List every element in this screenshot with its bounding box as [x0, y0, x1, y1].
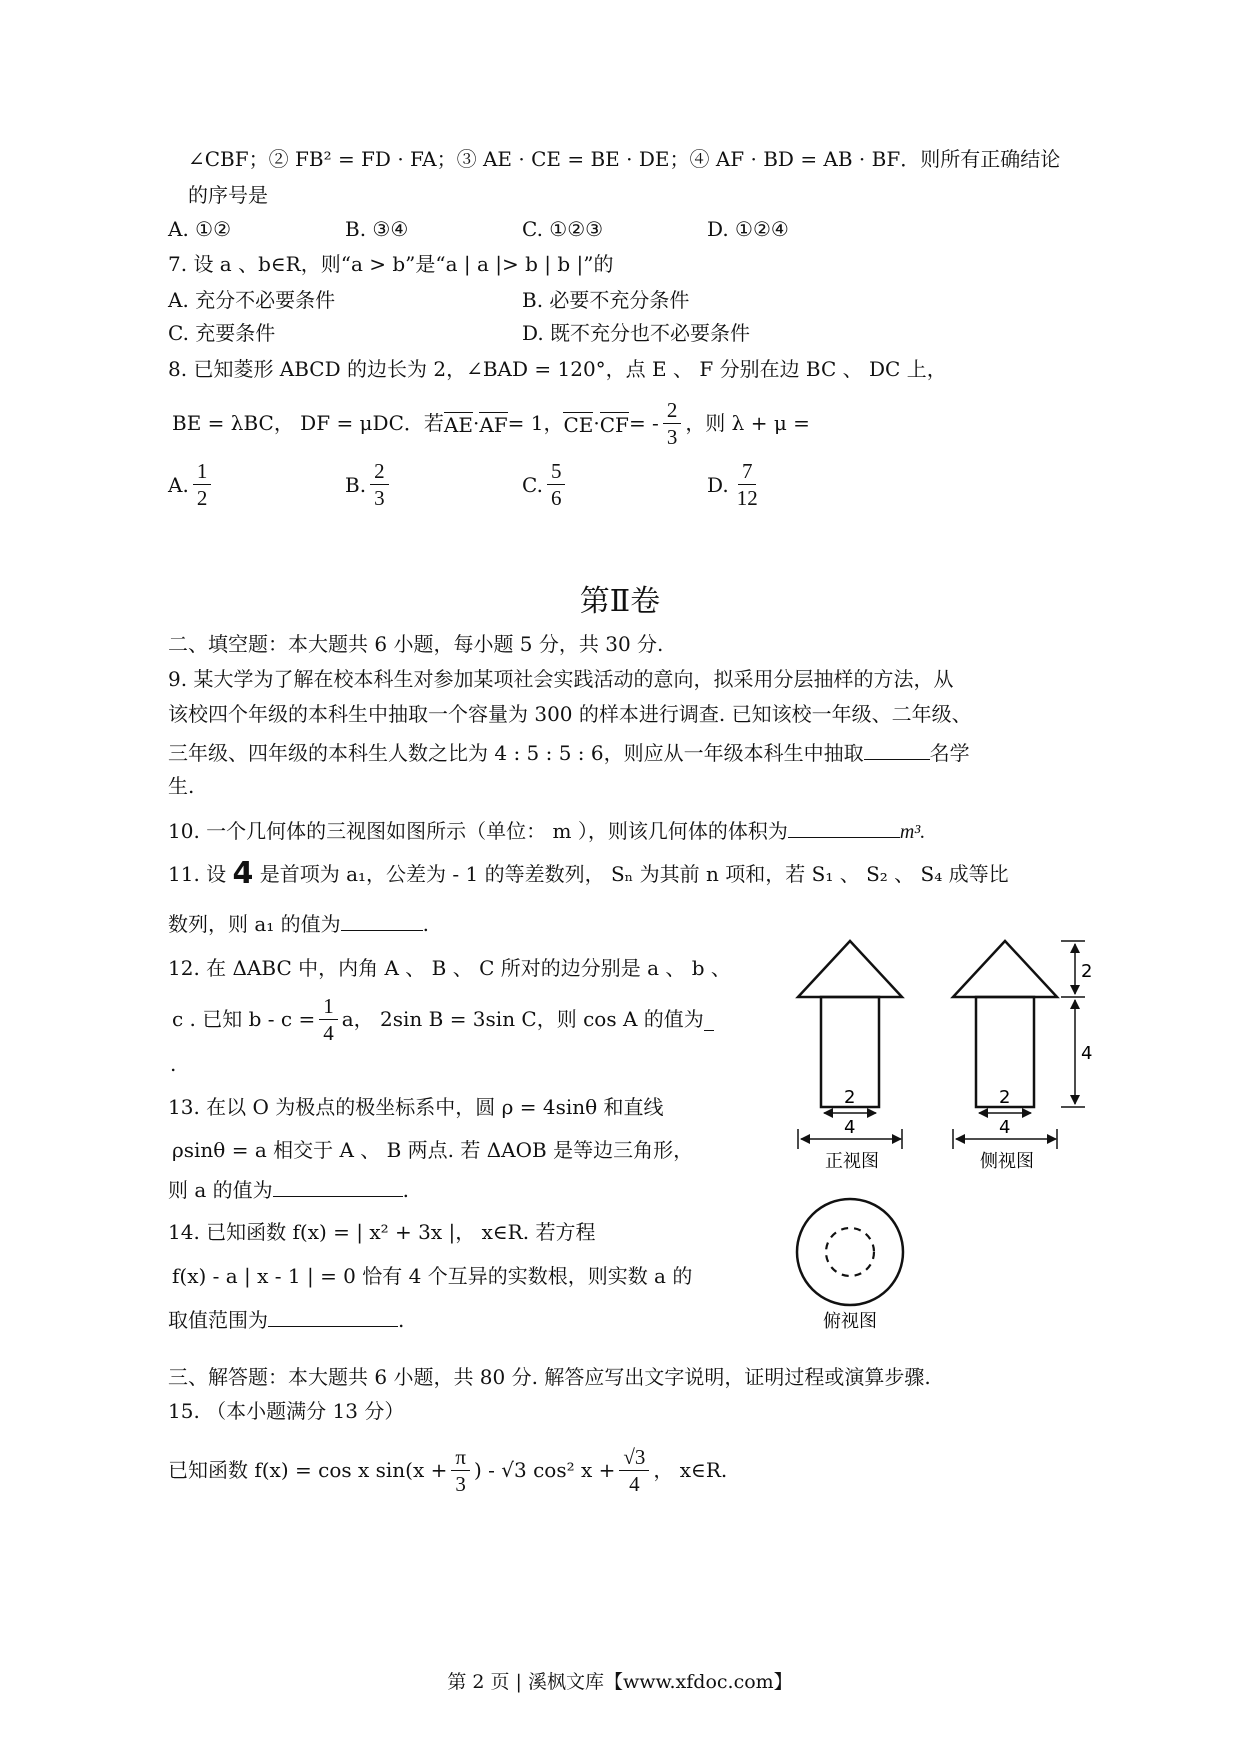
q8-line-2: [172, 398, 810, 448]
q12-text: c . 已知 b - c =: [172, 1007, 316, 1031]
q13-line-2: ρsinθ = a 相交于 A 、 B 两点. 若 ΔAOB 是等边三角形，: [172, 1138, 694, 1162]
q12-line-3: .: [170, 1052, 177, 1076]
q15-fraction-1-num: π: [451, 1444, 470, 1471]
top-view-label: 俯视图: [823, 1311, 877, 1332]
q12-line-1: 12. 在 ΔABC 中，内角 A 、 B 、 C 所对的边分别是 a 、 b 、: [168, 956, 731, 980]
q15-fraction-2-num: √3: [619, 1444, 649, 1471]
q14-line-1: 14. 已知函数 f(x) = | x² + 3x |， x∈R. 若方程: [168, 1220, 596, 1244]
q12-line-2: [172, 994, 714, 1044]
q8-option-label: A.: [168, 472, 189, 497]
q11-line-2-text: 数列，则 a₁ 的值为: [168, 912, 341, 936]
q6-option-a: A. ①②: [168, 217, 232, 241]
vector-cf: CF: [599, 412, 629, 437]
q11-prefix: 11. 设: [168, 862, 233, 886]
side-view-roof: [953, 941, 1057, 997]
q8-condition-text: BE = λBC， DF = μDC．若: [172, 411, 444, 435]
q7-option-b: B. 必要不充分条件: [522, 288, 690, 312]
q12-fraction-num: 1: [319, 993, 338, 1020]
page-footer: 第 2 页 | 溪枫文库【www.xfdoc.com】: [447, 1671, 793, 1693]
q8-option-c: [522, 458, 569, 511]
q15-fraction-1: [451, 1444, 470, 1497]
q8-option-num: 7: [738, 458, 757, 485]
q8-option-frac: [193, 458, 212, 511]
q9-line-1: 9. 某大学为了解在校本科生对参加某项社会实践活动的意向，拟采用分层抽样的方法，从: [168, 667, 954, 691]
q13-line-3-text: 则 a 的值为: [168, 1178, 273, 1202]
height-top-value: 2: [1081, 961, 1093, 982]
q10-answer-blank: [788, 815, 900, 838]
q9-line-3-text: 三年级、四年级的本科生人数之比为 4 : 5 : 5 : 6，则应从一年级本科生中抽取: [168, 741, 864, 765]
side-view-outer-dim: 4: [999, 1117, 1011, 1138]
q12-fraction: [319, 993, 338, 1046]
q11-sequence-glyph: 4: [232, 856, 254, 891]
q15-fraction-1-den: 3: [455, 1471, 466, 1496]
q8-equals-1: = 1，: [507, 411, 564, 435]
q15-function: [168, 1440, 727, 1500]
q14-line-3-text: 取值范围为: [168, 1308, 268, 1332]
q9-line-3-tail: 名学: [929, 741, 970, 765]
q12-fraction-den: 4: [323, 1020, 334, 1045]
q12-answer-blank: [704, 1008, 714, 1031]
q8-option-num: 5: [547, 458, 566, 485]
q10-text: 10. 一个几何体的三视图如图所示（单位： m ），则该几何体的体积为: [168, 819, 788, 843]
q8-option-a: [168, 458, 215, 511]
top-view-inner-circle: [826, 1228, 874, 1276]
q7-option-c: C. 充要条件: [168, 321, 276, 345]
q13-line-1: 13. 在以 O 为极点的极坐标系中，圆 ρ = 4sinθ 和直线: [168, 1095, 664, 1119]
q8-option-label: B.: [345, 472, 367, 497]
q6-option-d: D. ①②④: [707, 217, 789, 241]
front-view-inner-dim: 2: [844, 1087, 856, 1108]
q6-line-2: 的序号是: [188, 183, 268, 207]
q8-fraction: [663, 397, 682, 450]
q8-dot-2: ·: [593, 411, 600, 435]
q8-option-den: 3: [374, 486, 385, 510]
q8-dot-1: ·: [472, 411, 480, 435]
q8-option-b: [345, 458, 393, 511]
q8-option-num: 1: [193, 458, 212, 485]
q9-line-3: [168, 737, 970, 767]
q8-option-den: 12: [736, 486, 758, 510]
q15-title: 15. （本小题满分 13 分）: [168, 1399, 405, 1423]
q13-line-3: [168, 1174, 409, 1204]
q7-option-a: A. 充分不必要条件: [168, 288, 336, 312]
q13-line-3-tail: .: [402, 1178, 409, 1202]
q7-stem: 7. 设 a 、b∈R，则“a > b”是“a | a |> b | b |”的: [168, 252, 614, 276]
q13-answer-blank: [273, 1174, 403, 1197]
q14-line-3: [168, 1304, 404, 1334]
q8-line-1: 8. 已知菱形 ABCD 的边长为 2，∠BAD = 120°，点 E 、 F 分别在边 BC 、 DC 上，: [168, 357, 947, 381]
q15-text: 已知函数 f(x) = cos x sin(x +: [168, 1458, 448, 1482]
q8-option-frac: [547, 458, 566, 511]
q10-unit: m³.: [899, 821, 926, 843]
q8-option-num: 2: [370, 458, 389, 485]
three-view-figure: [785, 935, 1115, 1365]
q14-answer-blank: [268, 1304, 398, 1327]
part3-header: 三、解答题：本大题共 6 小题，共 80 分. 解答应写出文字说明，证明过程或演算步骤.: [168, 1365, 931, 1389]
part2-header: 二、填空题：本大题共 6 小题，每小题 5 分，共 30 分.: [168, 632, 664, 656]
front-view-label: 正视图: [825, 1151, 879, 1172]
section-title: 第Ⅱ卷: [579, 584, 661, 619]
q11-line-2-tail: .: [422, 912, 430, 936]
q8-option-den: 6: [550, 486, 562, 510]
vector-ae: AE: [443, 412, 473, 437]
top-view-outer-circle: [797, 1199, 903, 1305]
q6-option-b: B. ③④: [345, 217, 409, 241]
q14-line-3-tail: .: [398, 1308, 405, 1332]
q9-line-4: 生.: [168, 774, 195, 798]
q11-line-2: [168, 908, 429, 938]
q8-fraction-den: 3: [666, 424, 678, 449]
q12-tail: a， 2sin B = 3sin C，则 cos A 的值为: [341, 1007, 704, 1031]
q8-tail: ，则 λ + μ =: [685, 411, 810, 435]
q15-tail: ， x∈R.: [653, 1458, 728, 1482]
q11-text: 是首项为 a₁，公差为 - 1 的等差数列， Sₙ 为其前 n 项和，若 S₁ 、 S₂ 、 S₄ 成等比: [253, 862, 1009, 886]
q10-line: [168, 815, 925, 846]
q7-option-d: D. 既不充分也不必要条件: [522, 321, 751, 345]
q11-line-1: [168, 856, 1009, 891]
q8-option-label: C.: [522, 472, 543, 497]
q6-option-c: C. ①②③: [522, 217, 604, 241]
q15-fraction-2: [619, 1444, 649, 1497]
q6-line-1: ∠CBF；② FB² = FD · FA；③ AE · CE = BE · DE；④ AF · BD = AB · BF．则所有正确结论: [188, 147, 1061, 171]
q15-fraction-2-den: 4: [629, 1471, 640, 1496]
q8-option-d: [707, 458, 766, 511]
height-bottom-value: 4: [1081, 1043, 1093, 1064]
side-view-inner-dim: 2: [999, 1087, 1011, 1108]
side-view-label: 侧视图: [980, 1151, 1034, 1172]
front-view-outer-dim: 4: [844, 1117, 856, 1138]
top-view: [797, 1199, 903, 1332]
front-view: [798, 941, 902, 1172]
q14-line-2: f(x) - a | x - 1 | = 0 恰有 4 个互异的实数根，则实数 a 的: [172, 1264, 693, 1288]
q8-fraction-num: 2: [663, 397, 682, 424]
vector-ce: CE: [563, 412, 594, 437]
side-view: [953, 941, 1092, 1172]
front-view-roof: [798, 941, 902, 997]
q8-option-frac: [733, 458, 762, 511]
vector-af: AF: [479, 412, 508, 437]
q9-line-2: 该校四个年级的本科生中抽取一个容量为 300 的样本进行调查. 已知该校一年级、二年级、: [168, 702, 972, 726]
q8-option-frac: [370, 458, 389, 511]
q15-mid: ) - √3 cos² x +: [473, 1458, 616, 1482]
q8-option-label: D.: [707, 472, 729, 497]
q8-equals-2: = -: [628, 411, 659, 435]
q9-answer-blank: [864, 737, 930, 760]
q11-answer-blank: [341, 908, 423, 931]
q8-option-den: 2: [196, 486, 208, 510]
